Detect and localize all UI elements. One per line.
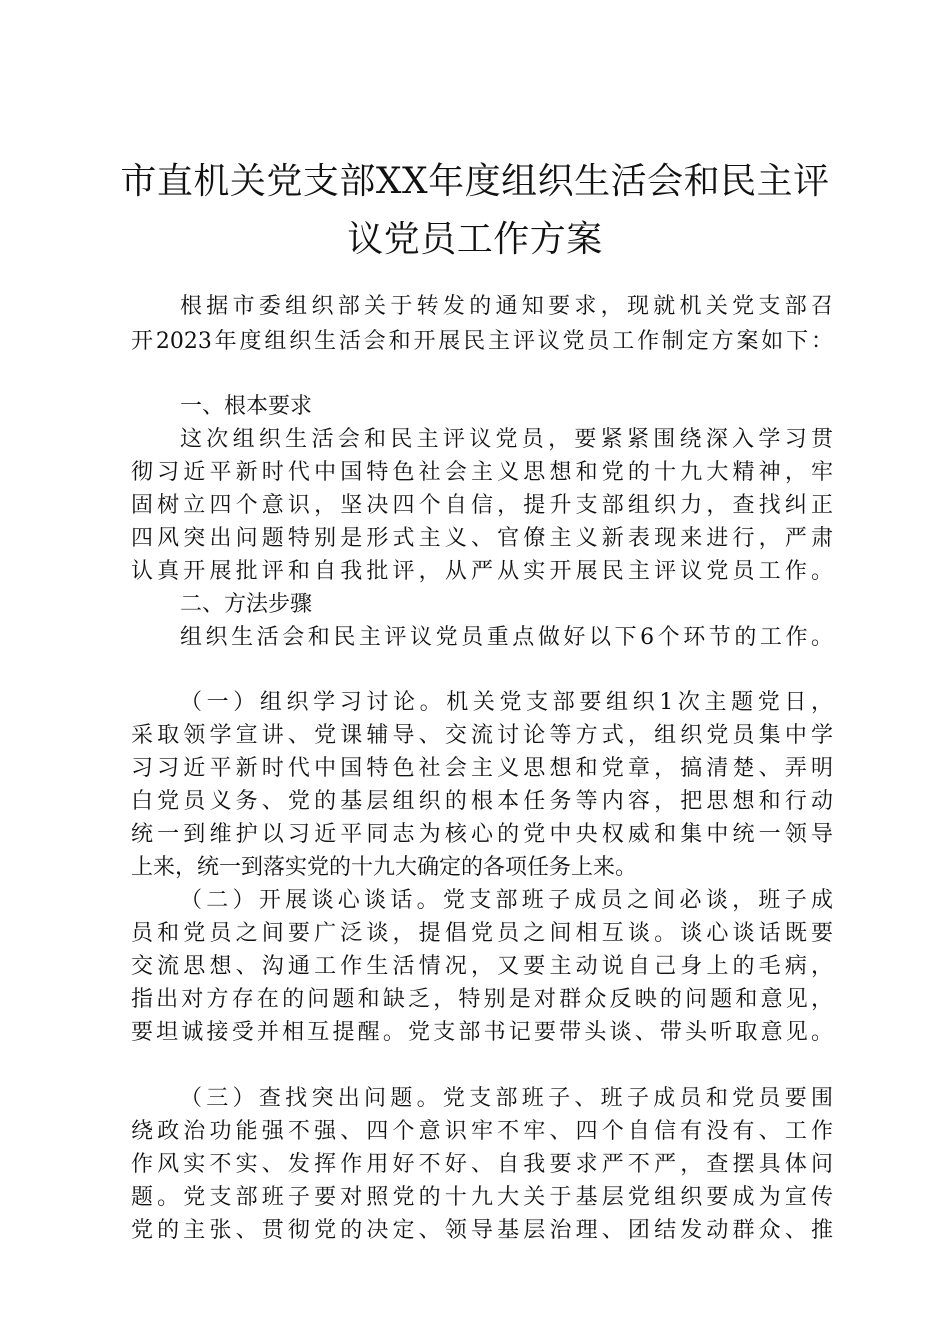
section-heading: 二、方法步骤 [180, 592, 313, 617]
body-line: 习习近平新时代中国特色社会主义思想和党章，搞清楚、弄明 [131, 756, 833, 781]
body-line: 固树立四个意识，坚决四个自信，提升支部组织力，查找纠正 [131, 493, 833, 518]
section-heading: 一、根本要求 [180, 394, 313, 419]
body-line: 指出对方存在的问题和缺乏，特别是对群众反映的问题和意见， [131, 987, 833, 1012]
body-line: 作风实不实、发挥作用好不好、自我要求严不严，查摆具体问 [131, 1152, 833, 1177]
body-line: 上来，统一到落实党的十九大确定的各项任务上来。 [131, 855, 638, 880]
intro-line: 开2023年度组织生活会和开展民主评议党员工作制定方案如下： [131, 329, 833, 354]
body-line: 认真开展批评和自我批评，从严从实开展民主评议党员工作。 [131, 559, 833, 584]
body-line: 党的主张、贯彻党的决定、领导基层治理、团结发动群众、推 [131, 1218, 833, 1243]
body-line: 交流思想、沟通工作生活情况，又要主动说自己身上的毛病， [131, 954, 833, 979]
body-line: 员和党员之间要广泛谈，提倡党员之间相互谈。谈心谈话既要 [131, 921, 833, 946]
body-line: 四风突出问题特别是形式主义、官僚主义新表现来进行，严肃 [131, 526, 833, 551]
document-title-line-2: 议党员工作方案 [347, 219, 603, 260]
body-line: 这次组织生活会和民主评议党员，要紧紧围绕深入学习贯 [180, 427, 833, 452]
body-line: （一）组织学习讨论。机关党支部要组织1次主题党日， [180, 690, 833, 715]
body-line: 彻习近平新时代中国特色社会主义思想和党的十九大精神，牢 [131, 460, 833, 485]
intro-line: 根据市委组织部关于转发的通知要求，现就机关党支部召 [180, 294, 833, 319]
body-line: 绕政治功能强不强、四个意识牢不牢、四个自信有没有、工作 [131, 1119, 833, 1144]
body-line: 统一到维护以习近平同志为核心的党中央权威和集中统一领导 [131, 822, 833, 847]
body-line: （二）开展谈心谈话。党支部班子成员之间必谈，班子成 [180, 888, 833, 913]
body-line: 要坦诚接受并相互提醒。党支部书记要带头谈、带头听取意见。 [131, 1020, 833, 1045]
body-line: 组织生活会和民主评议党员重点做好以下6个环节的工作。 [180, 625, 833, 650]
body-line: （三）查找突出问题。党支部班子、班子成员和党员要围 [180, 1086, 833, 1111]
body-line: 题。党支部班子要对照党的十九大关于基层党组织要成为宣传 [131, 1185, 833, 1210]
body-line: 采取领学宣讲、党课辅导、交流讨论等方式，组织党员集中学 [131, 723, 833, 748]
body-line: 白党员义务、党的基层组织的根本任务等内容，把思想和行动 [131, 789, 833, 814]
document-title-line-1: 市直机关党支部XX年度组织生活会和民主评 [120, 161, 830, 202]
